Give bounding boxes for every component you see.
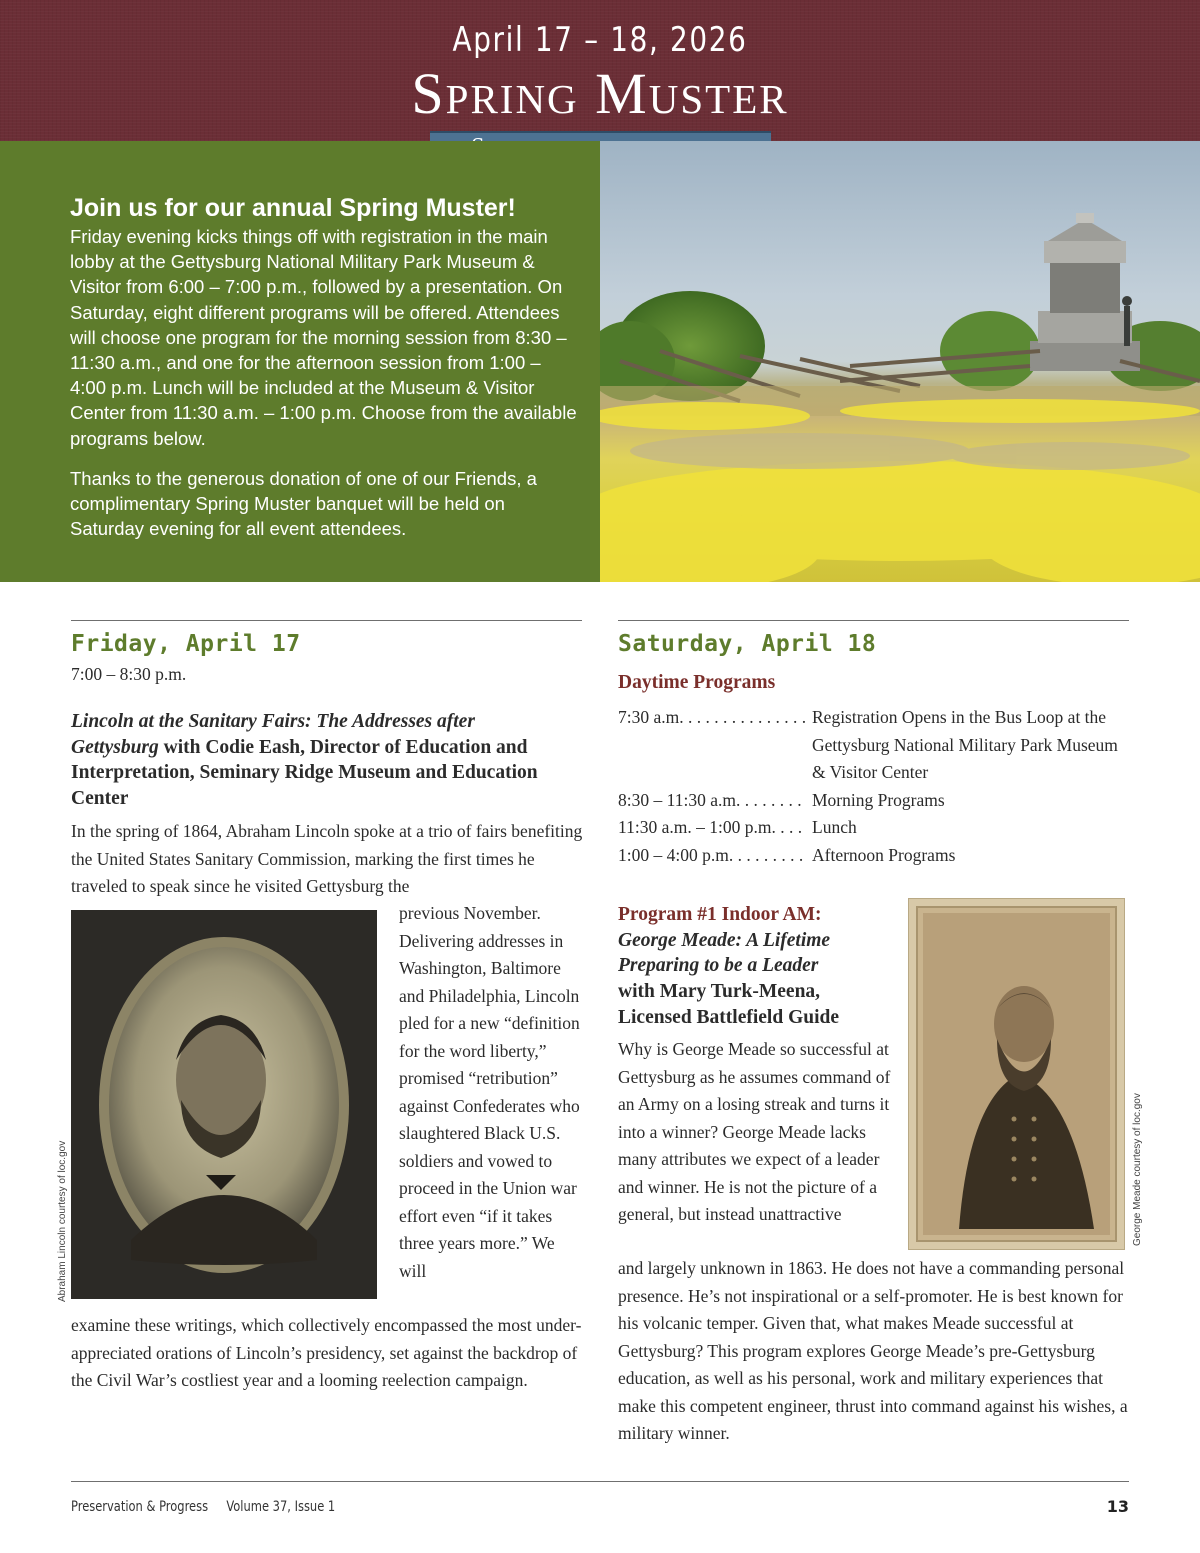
- intro-heading: Join us for our annual Spring Muster!: [70, 194, 516, 222]
- meade-photo-credit: George Meade courtesy of loc.gov: [1132, 1093, 1143, 1246]
- schedule-desc: Registration Opens in the Bus Loop at the Gettysburg National Military Park Museum & Visitor Center: [812, 707, 1118, 782]
- event-date: April 17 – 18, 2026: [452, 20, 748, 60]
- lincoln-photo-credit: Abraham Lincoln courtesy of loc.gov: [57, 1140, 68, 1302]
- schedule-time: 8:30 – 11:30 a.m. . . . . . . .: [618, 789, 802, 810]
- friday-program-title: [71, 709, 541, 812]
- lincoln-portrait-image: [71, 910, 377, 1299]
- schedule-list: [618, 704, 1128, 869]
- daytime-programs-heading: Daytime Programs: [618, 672, 776, 693]
- footer-rule: [71, 1481, 1129, 1482]
- left-column-rule: [71, 620, 582, 621]
- program-1-label: Program #1 Indoor AM:: [618, 904, 822, 925]
- battlefield-photo: [600, 141, 1200, 582]
- right-column-rule: [618, 620, 1129, 621]
- schedule-time: 7:30 a.m. . . . . . . . . . . . . . .: [618, 707, 807, 727]
- schedule-time: 1:00 – 4:00 p.m. . . . . . . . .: [618, 844, 804, 865]
- schedule-row: [618, 704, 1128, 787]
- program-1-title-italic: George Meade: A Lifetime Preparing to be a Leader: [618, 929, 831, 977]
- footer-publication: Preservation & Progress Volume 37, Issue 1: [71, 1499, 336, 1515]
- intro-paragraph-2: Thanks to the generous donation of one of our Friends, a complimentary Spring Muster banquet will be held on Saturday evening for all event attendees.: [70, 468, 537, 540]
- page-title: Spring Muster: [411, 61, 789, 126]
- program-1-title-rest: with Mary Turk-Meena, Licensed Battlefield Guide: [618, 981, 839, 1028]
- friday-program-title-rest: with Codie Eash, Director of Education and Interpretation, Seminary Ridge Museum and Education Center: [71, 736, 538, 810]
- lincoln-portrait: [71, 910, 377, 1299]
- schedule-row: [618, 842, 1128, 870]
- friday-time: 7:00 – 8:30 p.m.: [71, 664, 187, 684]
- friday-heading: Friday, April 17: [71, 631, 301, 657]
- friday-body-wrap: previous November. Delivering addresses in Washington, Baltimore and Philadelphia, Lincoln pled for a new “definition for the word liberty,” promised “retribution” against Confederates who slaughtered Black U.S. soldiers and vowed to proceed in the Union war effort even “if it takes three years more.” We will: [399, 903, 580, 1281]
- program-1-title: [618, 902, 888, 1031]
- schedule-row: [618, 814, 1128, 842]
- monument-illustration: [600, 141, 1200, 582]
- meade-portrait-image: [909, 899, 1124, 1249]
- friday-body-top: In the spring of 1864, Abraham Lincoln spoke at a trio of fairs benefiting the United States Sanitary Commission, marking the first times he traveled to speak since he visited Gettysburg the: [71, 821, 583, 896]
- schedule-row: [618, 787, 1128, 815]
- intro-panel: [0, 141, 600, 582]
- friday-program-title-italic: Lincoln at the Sanitary Fairs: The Addresses after Gettysburg: [71, 711, 475, 758]
- friday-body-bottom: examine these writings, which collectively encompassed the most under-appreciated orations of Lincoln’s presidency, set against the backdrop of the Civil War’s costliest year and a looming reelection campaign.: [71, 1315, 582, 1390]
- page-number: 13: [1106, 1497, 1129, 1516]
- schedule-desc: Afternoon Programs: [812, 844, 956, 865]
- schedule-desc: Lunch: [812, 817, 857, 837]
- program-1-body: and largely unknown in 1863. He does not have a commanding personal presence. He’s not inspirational or a self-promoter. He is best known for his volcanic temper. Given that, what makes Meade successful at Gettysburg? This program explores George Meade’s pre-Gettysburg education, as well as his personal, work and military experiences that make this competent engineer, thrust into command against his wishes, a military winner.: [618, 1258, 1128, 1443]
- intro-paragraph-1: Friday evening kicks things off with registration in the main lobby at the Gettysburg National Military Park Museum & Visitor from 6:00 – 7:00 p.m., followed by a presentation. On Saturday, eight different programs will be offered. Attendees will choose one program for the morning session from 8:30 – 11:30 a.m., and one for the afternoon session from 1:00 – 4:00 p.m. Lunch will be included at the Museum & Visitor Center from 11:30 a.m. – 1:00 p.m. Choose from the available programs below.: [70, 226, 577, 449]
- meade-portrait: [908, 898, 1125, 1250]
- saturday-heading: Saturday, April 18: [618, 631, 877, 657]
- schedule-time: 11:30 a.m. – 1:00 p.m. . . .: [618, 817, 803, 837]
- program-1-body-wrap: Why is George Meade so successful at Gettysburg as he assumes command of an Army on a losing streak and turns it into a winner? George Meade lacks many attributes we expect of a leader and winner. He is not the picture of a general, but instead unattractive: [618, 1039, 891, 1224]
- schedule-desc: Morning Programs: [812, 789, 945, 810]
- header-banner: [0, 0, 1200, 141]
